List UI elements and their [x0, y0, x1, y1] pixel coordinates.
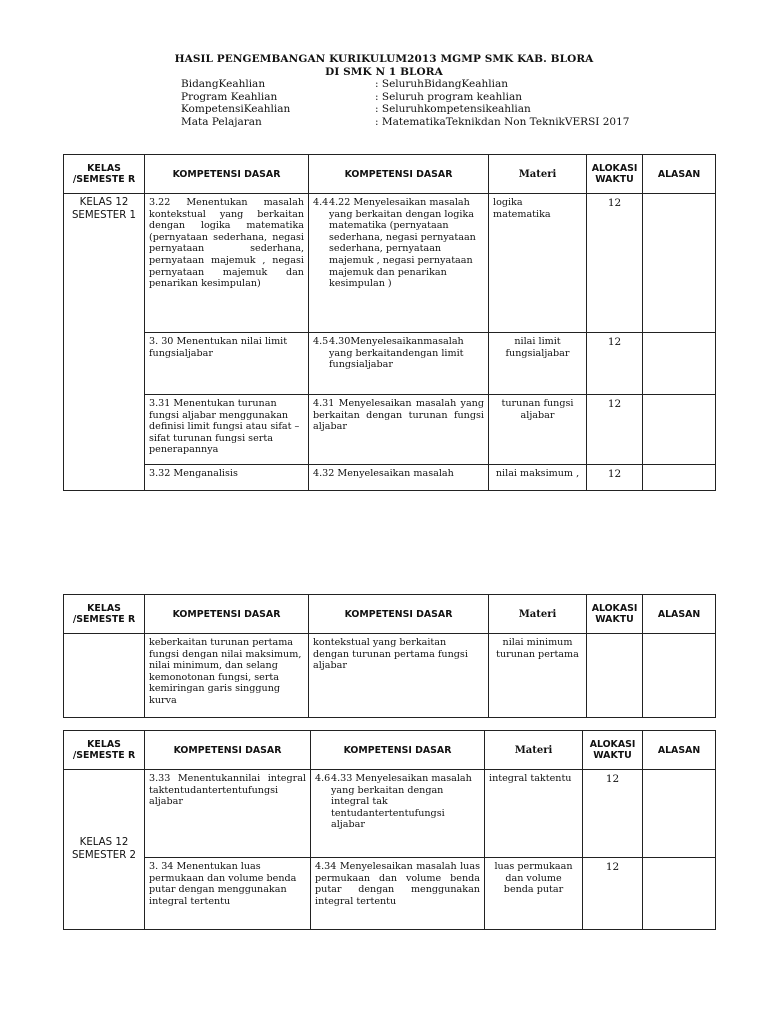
table-header-row	[64, 731, 716, 770]
alasan-cell	[643, 634, 716, 718]
table-row	[64, 395, 716, 465]
kelas-cell	[64, 634, 145, 718]
col-header-alokasi: ALOKASI WAKTU	[583, 731, 643, 770]
kelas-cell: KELAS 12 SEMESTER 1	[64, 194, 145, 491]
kd4-cell	[309, 333, 489, 395]
document-title-line2: DI SMK N 1 BLORA	[325, 66, 443, 78]
kelas-cell: KELAS 12 SEMESTER 2	[64, 770, 145, 930]
materi-cell: nilai minimum turunan pertama	[489, 634, 587, 718]
kd4-text: 4.22 Menyelesaikan masalah yang berkaitan dengan logika matematika (pernyataan sederhana, negasi pernyataan sederhana, pernyataan majemuk , negasi pernyataan majemuk dan penarikan kesimpulan )	[329, 197, 476, 290]
alasan-cell	[643, 465, 716, 491]
col-header-alasan: ALASAN	[643, 155, 716, 194]
kd4-cell: 4.32 Menyelesaikan masalah	[309, 465, 489, 491]
table-row	[64, 465, 716, 491]
meta-value-kompetensi: : Seluruhkompetensikeahlian	[375, 103, 531, 115]
kd4-cell	[311, 770, 485, 858]
table-row	[64, 858, 716, 930]
materi-cell: nilai limit fungsialjabar	[489, 333, 587, 395]
curriculum-table-semester-2	[63, 730, 716, 930]
alasan-cell	[643, 395, 716, 465]
meta-value-program: : Seluruh program keahlian	[375, 91, 522, 103]
meta-label-kompetensi: KompetensiKeahlian	[181, 103, 291, 115]
kd4-text: 4.33 Menyelesaikan masalah yang berkaitan dengan integral tak tentudantertentufungsi aljabar	[331, 773, 472, 831]
document-title-line1: HASIL PENGEMBANGAN KURIKULUM2013 MGMP SMK KAB. BLORA	[174, 53, 594, 65]
alasan-cell	[643, 858, 716, 930]
materi-cell: luas permukaan dan volume benda putar	[485, 858, 583, 930]
col-header-materi: Materi	[489, 595, 587, 634]
materi-cell: logika matematika	[489, 194, 587, 333]
col-header-kd3: KOMPETENSI DASAR	[145, 155, 309, 194]
col-header-kelas: KELAS /SEMESTE R	[64, 731, 145, 770]
alokasi-cell: 12	[583, 770, 643, 858]
materi-cell: nilai maksimum ,	[489, 465, 587, 491]
kd3-cell: 3.31 Menentukan turunan fungsi aljabar menggunakan definisi limit fungsi atau sifat – sifat turunan fungsi serta penerapannya	[145, 395, 309, 465]
kd4-cell: 4.34 Menyelesaikan masalah luas permukaan dan volume benda putar dengan menggunakan integral tertentu	[311, 858, 485, 930]
materi-cell: integral taktentu	[485, 770, 583, 858]
alasan-cell	[643, 333, 716, 395]
col-header-kelas: KELAS /SEMESTE R	[64, 155, 145, 194]
curriculum-table-semester-1	[63, 154, 716, 491]
col-header-alasan: ALASAN	[643, 731, 716, 770]
kd4-cell: 4.31 Menyelesaikan masalah yang berkaitan dengan turunan fungsi aljabar	[309, 395, 489, 465]
kd3-cell: 3. 30 Menentukan nilai limit fungsialjabar	[145, 333, 309, 395]
col-header-kd3: KOMPETENSI DASAR	[145, 731, 311, 770]
table-header-row	[64, 595, 716, 634]
alasan-cell	[643, 194, 716, 333]
alasan-cell	[643, 770, 716, 858]
col-header-materi: Materi	[489, 155, 587, 194]
col-header-alokasi: ALOKASI WAKTU	[587, 595, 643, 634]
col-header-alokasi: ALOKASI WAKTU	[587, 155, 643, 194]
kd4-number: 4.4	[313, 197, 329, 208]
kd4-cell	[309, 194, 489, 333]
kd4-cell: kontekstual yang berkaitan dengan turunan pertama fungsi aljabar	[309, 634, 489, 718]
meta-value-mapel: : MatematikaTeknikdan Non TeknikVERSI 2017	[375, 116, 630, 128]
alokasi-cell: 12	[583, 858, 643, 930]
alokasi-cell: 12	[587, 194, 643, 333]
meta-label-program: Program Keahlian	[181, 91, 278, 103]
kd4-number: 4.6	[315, 773, 331, 784]
table-row	[64, 194, 716, 333]
col-header-kd4: KOMPETENSI DASAR	[311, 731, 485, 770]
kd4-number: 4.5	[313, 336, 329, 347]
alokasi-cell: 12	[587, 395, 643, 465]
table-row	[64, 634, 716, 718]
table-row	[64, 333, 716, 395]
kd3-cell: keberkaitan turunan pertama fungsi dengan nilai maksimum, nilai minimum, dan selang kemonotonan fungsi, serta kemiringan garis singgung kurva	[145, 634, 309, 718]
kd3-cell: 3.33 Menentukannilai integral taktentudantertentufungsi aljabar	[145, 770, 311, 858]
col-header-alasan: ALASAN	[643, 595, 716, 634]
table-row	[64, 770, 716, 858]
kd4-text: 4.30Menyelesaikanmasalah yang berkaitandengan limit fungsialjabar	[329, 336, 464, 371]
kd3-cell: 3. 34 Menentukan luas permukaan dan volume benda putar dengan menggunakan integral tertentu	[145, 858, 311, 930]
kd3-cell: 3.22 Menentukan masalah kontekstual yang berkaitan dengan logika matematika (pernyataan sederhana, negasi pernyataan sederhana, pernyataan majemuk , negasi pernyataan majemuk dan penarikan kesimpulan)	[145, 194, 309, 333]
meta-label-bidang: BidangKeahlian	[181, 78, 266, 90]
col-header-kd4: KOMPETENSI DASAR	[309, 155, 489, 194]
meta-label-mapel: Mata Pelajaran	[181, 116, 262, 128]
materi-cell: turunan fungsi aljabar	[489, 395, 587, 465]
col-header-kelas: KELAS /SEMESTE R	[64, 595, 145, 634]
alokasi-cell: 12	[587, 465, 643, 491]
col-header-kd3: KOMPETENSI DASAR	[145, 595, 309, 634]
curriculum-table-continuation	[63, 594, 716, 718]
alokasi-cell	[587, 634, 643, 718]
meta-value-bidang: : SeluruhBidangKeahlian	[375, 78, 509, 90]
col-header-kd4: KOMPETENSI DASAR	[309, 595, 489, 634]
col-header-materi: Materi	[485, 731, 583, 770]
table-header-row	[64, 155, 716, 194]
alokasi-cell: 12	[587, 333, 643, 395]
kd3-cell: 3.32 Menganalisis	[145, 465, 309, 491]
